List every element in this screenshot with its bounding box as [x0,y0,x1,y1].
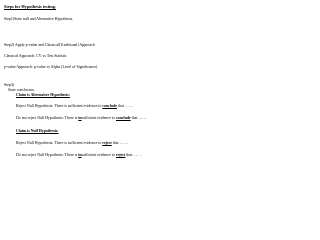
pvalue-approach-text: p-value Approach: p-value vs Alpha (Level of Significance) [4,65,98,69]
null-reject-keyword: reject [102,141,112,145]
null-not-reject-line [16,153,142,158]
alt-not-reject-suffix: that ……. [130,116,148,120]
alt-reject-line [16,104,134,109]
document-page [0,0,200,171]
alt-reject-keyword: conclude [102,104,117,108]
claim-alternative-heading: Claim is Alternative Hypothesis: [16,93,70,97]
classical-approach-text: Classical Approach: CV vs Test Statistic [4,54,67,58]
null-reject-prefix: Reject Null Hypothesis: There is sufficient evidence to [16,141,103,145]
alt-not-reject-keyword: conclude [115,116,131,120]
alt-not-reject-line [16,116,147,121]
alt-reject-prefix: Reject Null Hypothesis: There is sufficient evidence to [16,104,103,108]
null-not-reject-suffix: that ……. [125,153,142,157]
claim-null-heading: Claim is Null Hypothesis: [16,129,59,133]
step3-subtitle: State conclusion. [8,88,35,92]
step2-text: Step2) Apply p-value and Classical(Traditional) Approach [4,43,95,47]
alt-not-reject-prefix: Do not reject Null Hypothesis: There is [16,116,79,120]
page-title: Steps for Hypothesis testing. [4,4,56,9]
null-not-reject-mid: sufficient evidence to [81,153,116,157]
alt-not-reject-in: in [78,116,82,120]
null-not-reject-in: in [78,153,82,157]
alt-not-reject-mid: sufficient evidence to [81,116,116,120]
alt-reject-suffix: that ……. [117,104,134,108]
null-not-reject-prefix: Do not reject Null Hypothesis: There is [16,153,79,157]
null-reject-suffix: that ……. [111,141,129,145]
step3-label: Step3) [4,83,15,87]
null-not-reject-keyword: reject [115,153,126,157]
null-reject-line [16,141,128,146]
step1-text: Step1)State null and Alternative Hypothesis. [4,17,74,21]
